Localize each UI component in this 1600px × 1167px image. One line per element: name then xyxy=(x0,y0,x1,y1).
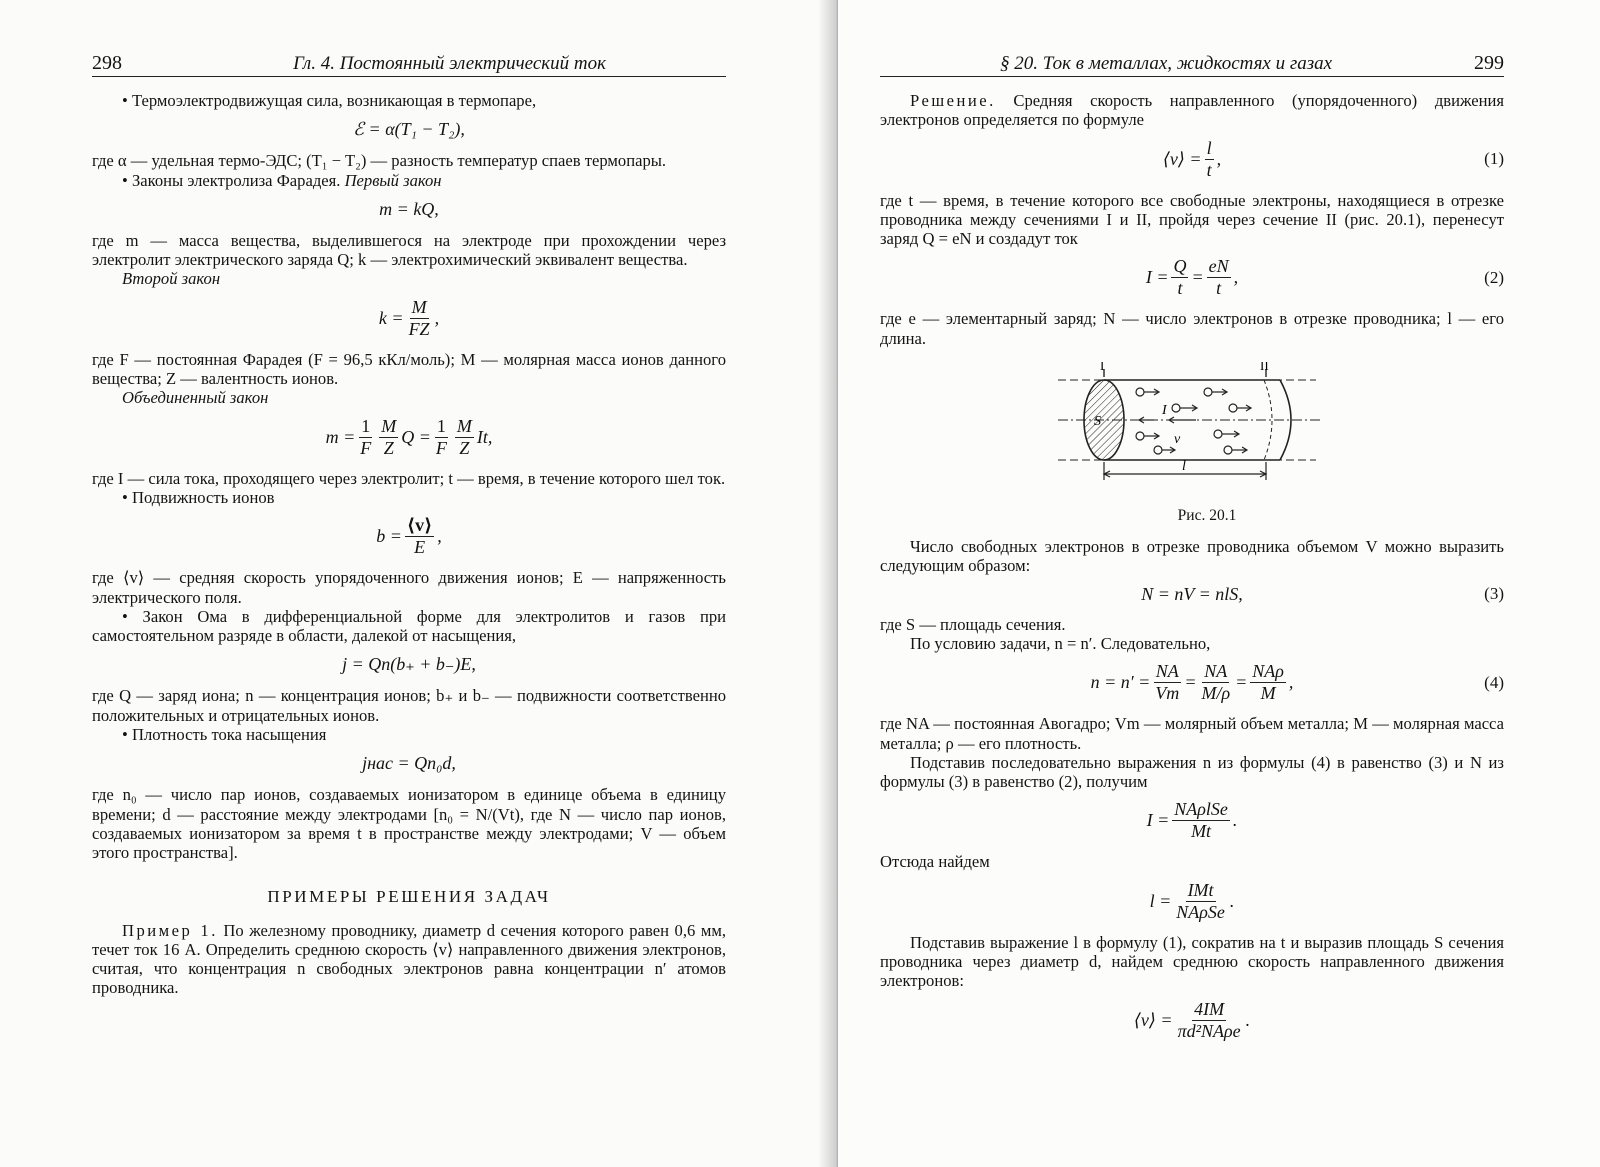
law-title: Объединенный закон xyxy=(122,388,269,408)
numerator: 1 xyxy=(361,415,371,436)
fraction xyxy=(1153,661,1181,704)
current-label: I xyxy=(1162,403,1167,419)
equation-3 xyxy=(880,584,1504,605)
velocity-label: v xyxy=(1174,432,1181,448)
formula-text: I = xyxy=(1145,267,1169,288)
equation-number: (4) xyxy=(1484,672,1504,692)
left-page-header xyxy=(92,52,726,77)
denominator: F xyxy=(360,437,372,458)
section-heading: ПРИМЕРЫ РЕШЕНИЯ ЗАДАЧ xyxy=(267,886,551,906)
law-title: Второй закон xyxy=(122,269,221,289)
paragraph: где e — элементарный заряд; N — число электронов в отрезке проводника; l — его длина. xyxy=(880,309,1504,348)
paragraph: где I — сила тока, проходящего через электролит; t — время, в течение которого шел ток. xyxy=(92,468,726,488)
formula-text: l = xyxy=(1149,890,1172,911)
denominator: F xyxy=(435,437,447,458)
equation-result: ⟨v⟩ = 4IM πd²NAρe . xyxy=(1133,998,1251,1041)
paragraph: где m — масса вещества, выделившегося на электроде при прохождении через электролит электрического заряда Q; k — электрохимический эквивалент вещества. xyxy=(92,230,726,270)
equation-length: l = IMt NAρSe . xyxy=(1149,879,1235,922)
fraction xyxy=(1205,138,1214,181)
fraction xyxy=(379,416,398,459)
equation-number: (1) xyxy=(1484,149,1504,169)
denominator: Z xyxy=(383,437,394,458)
paragraph: Подставив выражение l в формулу (1), сократив на t и выразив площадь S сечения проводника через диаметр d, найдем среднюю скорость направленного движения электронов: xyxy=(880,932,1504,991)
formula-text: m = xyxy=(325,426,356,447)
right-page-header xyxy=(880,52,1504,77)
figure-caption: Рис. 20.1 xyxy=(1177,507,1237,525)
paragraph: • Подвижность ионов xyxy=(122,487,275,507)
area-label: S xyxy=(1094,414,1101,430)
example-text: По железному проводнику, диаметр d сечения которого равен 0,6 мм, течет ток 16 А. Определить среднюю скорость ⟨v⟩ направленного движения электронов, считая, что концентрация n свободных электронов равна концентрации n′ атомов проводника. xyxy=(92,920,726,998)
denominator: Z xyxy=(459,437,470,458)
length-label: l xyxy=(1182,459,1186,475)
formula-thermo-emf: ℰ = α(T₁ − T₂), xyxy=(353,119,465,140)
denominator: NAρSe xyxy=(1176,901,1225,922)
fraction xyxy=(455,416,474,459)
solution-label: Решение. xyxy=(910,91,996,110)
equation-number: (3) xyxy=(1484,584,1504,604)
fraction xyxy=(1171,256,1188,299)
formula-text: N = nV = nlS, xyxy=(1141,583,1243,604)
denominator: Vm xyxy=(1155,683,1180,704)
equation-4: n = n′ = $\frac{NA}{Vm}$ = $\frac{NA}{M/\rho}$ = NAρ M , (4) xyxy=(1090,661,1504,704)
fraction xyxy=(407,297,432,340)
denominator: πd²NAρe xyxy=(1177,1020,1241,1041)
law-title: Первый закон xyxy=(344,170,442,190)
example-paragraph xyxy=(92,921,726,998)
paragraph: где n₀ — число пар ионов, создаваемых ионизатором в единице объема в единицу времени; d — расстояние между электродами [n₀ = N/(Vt), где N — число пар ионов, создаваемых ионизатором за время t в пространстве между электродами; V — объем этого пространства]. xyxy=(92,785,726,863)
running-title: Гл. 4. Постоянный электрический ток xyxy=(293,53,606,74)
paragraph: где Q — заряд иона; n — концентрация ионов; b₊ и b₋ — подвижности соответственно положительных и отрицательных ионов. xyxy=(92,686,726,725)
denominator: M xyxy=(1260,683,1276,704)
denominator: t xyxy=(1206,159,1212,180)
formula-text: n = n′ = xyxy=(1090,672,1151,693)
formula-text: Q = xyxy=(401,426,431,447)
numerator: NA xyxy=(1155,661,1179,682)
fraction xyxy=(1207,256,1231,299)
formula-united-law xyxy=(92,416,726,459)
solution-paragraph xyxy=(880,91,1504,130)
formula-text: I = xyxy=(1146,810,1170,831)
formula-saturation-current: jнас = Qn₀d, xyxy=(362,753,456,774)
numerator: Q xyxy=(1173,256,1187,277)
fraction xyxy=(405,515,434,558)
formula-first-law: m = kQ, xyxy=(379,198,439,219)
fraction xyxy=(1174,880,1227,923)
numerator: M xyxy=(411,296,427,317)
fraction xyxy=(358,416,373,459)
right-page xyxy=(838,0,1600,1167)
equation-1: ⟨v⟩ = $\frac{l}{t}$ , (1) xyxy=(1162,137,1504,180)
page-number: 299 xyxy=(1474,52,1504,74)
paragraph xyxy=(92,171,726,190)
fraction xyxy=(1176,999,1243,1042)
numerator: eN xyxy=(1208,256,1229,277)
figure-20-1 xyxy=(1058,362,1333,497)
section-label-I: I xyxy=(1100,362,1105,374)
denominator: FZ xyxy=(408,318,430,339)
formula-ohm-law: j = Qn(b₊ + b₋)E, xyxy=(342,654,476,675)
formula-ion-mobility: b = $\frac{⟨v⟩}{E}$ , xyxy=(376,515,442,558)
text: • Законы электролиза Фарадея. xyxy=(122,170,345,190)
fraction xyxy=(1199,661,1232,704)
numerator: 4IM xyxy=(1194,998,1225,1019)
paragraph: где F — постоянная Фарадея (F = 96,5 кКл/моль); M — молярная масса ионов данного вещества; Z — валентность ионов. xyxy=(92,349,726,389)
running-title: § 20. Ток в металлах, жидкостях и газах xyxy=(1000,53,1333,74)
formula-second-law: k = $\frac{M}{FZ}$ , xyxy=(378,296,440,339)
paragraph: Отсюда найдем xyxy=(880,852,990,872)
conductor-diagram xyxy=(1058,362,1333,497)
denominator: Mt xyxy=(1191,821,1212,842)
text: Средняя скорость направленного (упорядоченного) движения электронов определяется по формуле xyxy=(880,91,1504,130)
fraction xyxy=(1250,661,1286,704)
paragraph: где α — удельная термо-ЭДС; (T₁ − T₂) — разность температур спаев термопары. xyxy=(92,151,667,171)
paragraph: Число свободных электронов в отрезке проводника объемом V можно выразить следующим образом: xyxy=(880,537,1504,576)
section-label-II: II xyxy=(1260,362,1269,374)
paragraph: где ⟨v⟩ — средняя скорость упорядоченного движения ионов; E — напряженность электрического поля. xyxy=(92,568,726,607)
formula-text: = xyxy=(1191,267,1204,288)
paragraph: Подставив последовательно выражения n из формулы (4) в равенство (3) и N из формулы (3) в равенство (2), получим xyxy=(880,752,1504,792)
numerator: IMt xyxy=(1187,879,1214,900)
denominator: t xyxy=(1177,278,1183,299)
numerator: NAρlSe xyxy=(1174,799,1228,820)
formula-text: b = xyxy=(376,526,402,547)
page-number: 298 xyxy=(92,52,122,74)
equation-number: (2) xyxy=(1484,267,1504,287)
formula-text: ⟨v⟩ = xyxy=(1162,148,1202,169)
paragraph: где S — площадь сечения. xyxy=(880,614,1066,634)
numerator: ⟨v⟩ xyxy=(406,515,433,536)
formula-text: It, xyxy=(476,426,493,447)
equation-2: I = $\frac{Q}{t}$ = $\frac{eN}{t}$ , (2) xyxy=(1145,256,1504,299)
numerator: l xyxy=(1206,137,1212,158)
paragraph: • Термоэлектродвижущая сила, возникающая в термопаре, xyxy=(122,91,537,110)
numerator: 1 xyxy=(436,415,446,436)
paragraph: • Закон Ома в дифференциальной форме для электролитов и газов при самостоятельном разряде в области, далекой от насыщения, xyxy=(92,606,726,646)
paragraph: По условию задачи, n = n′. Следовательно, xyxy=(910,633,1211,653)
equation-current: I = NAρlSe Mt . xyxy=(1146,799,1238,842)
denominator: E xyxy=(414,537,426,558)
numerator: M xyxy=(456,415,472,436)
formula-text: k = xyxy=(378,307,404,328)
paragraph: где t — время, в течение которого все свободные электроны, находящиеся в отрезке проводника между сечениями I и II, пройдя через сечение II (рис. 20.1), перенесут заряд Q = eN и создадут ток xyxy=(880,190,1504,249)
denominator: t xyxy=(1216,278,1222,299)
fraction xyxy=(1172,799,1230,842)
numerator: M xyxy=(381,415,397,436)
denominator: M/ρ xyxy=(1201,683,1231,704)
example-label: Пример 1. xyxy=(122,920,218,940)
paragraph: • Плотность тока насыщения xyxy=(122,725,327,745)
numerator: NA xyxy=(1204,661,1228,682)
fraction xyxy=(434,416,449,459)
formula-text: ⟨v⟩ = xyxy=(1133,1009,1173,1030)
paragraph: где NA — постоянная Авогадро; Vm — молярный объем металла; M — молярная масса металла; ρ — его плотность. xyxy=(880,714,1504,753)
numerator: NAρ xyxy=(1252,661,1284,682)
